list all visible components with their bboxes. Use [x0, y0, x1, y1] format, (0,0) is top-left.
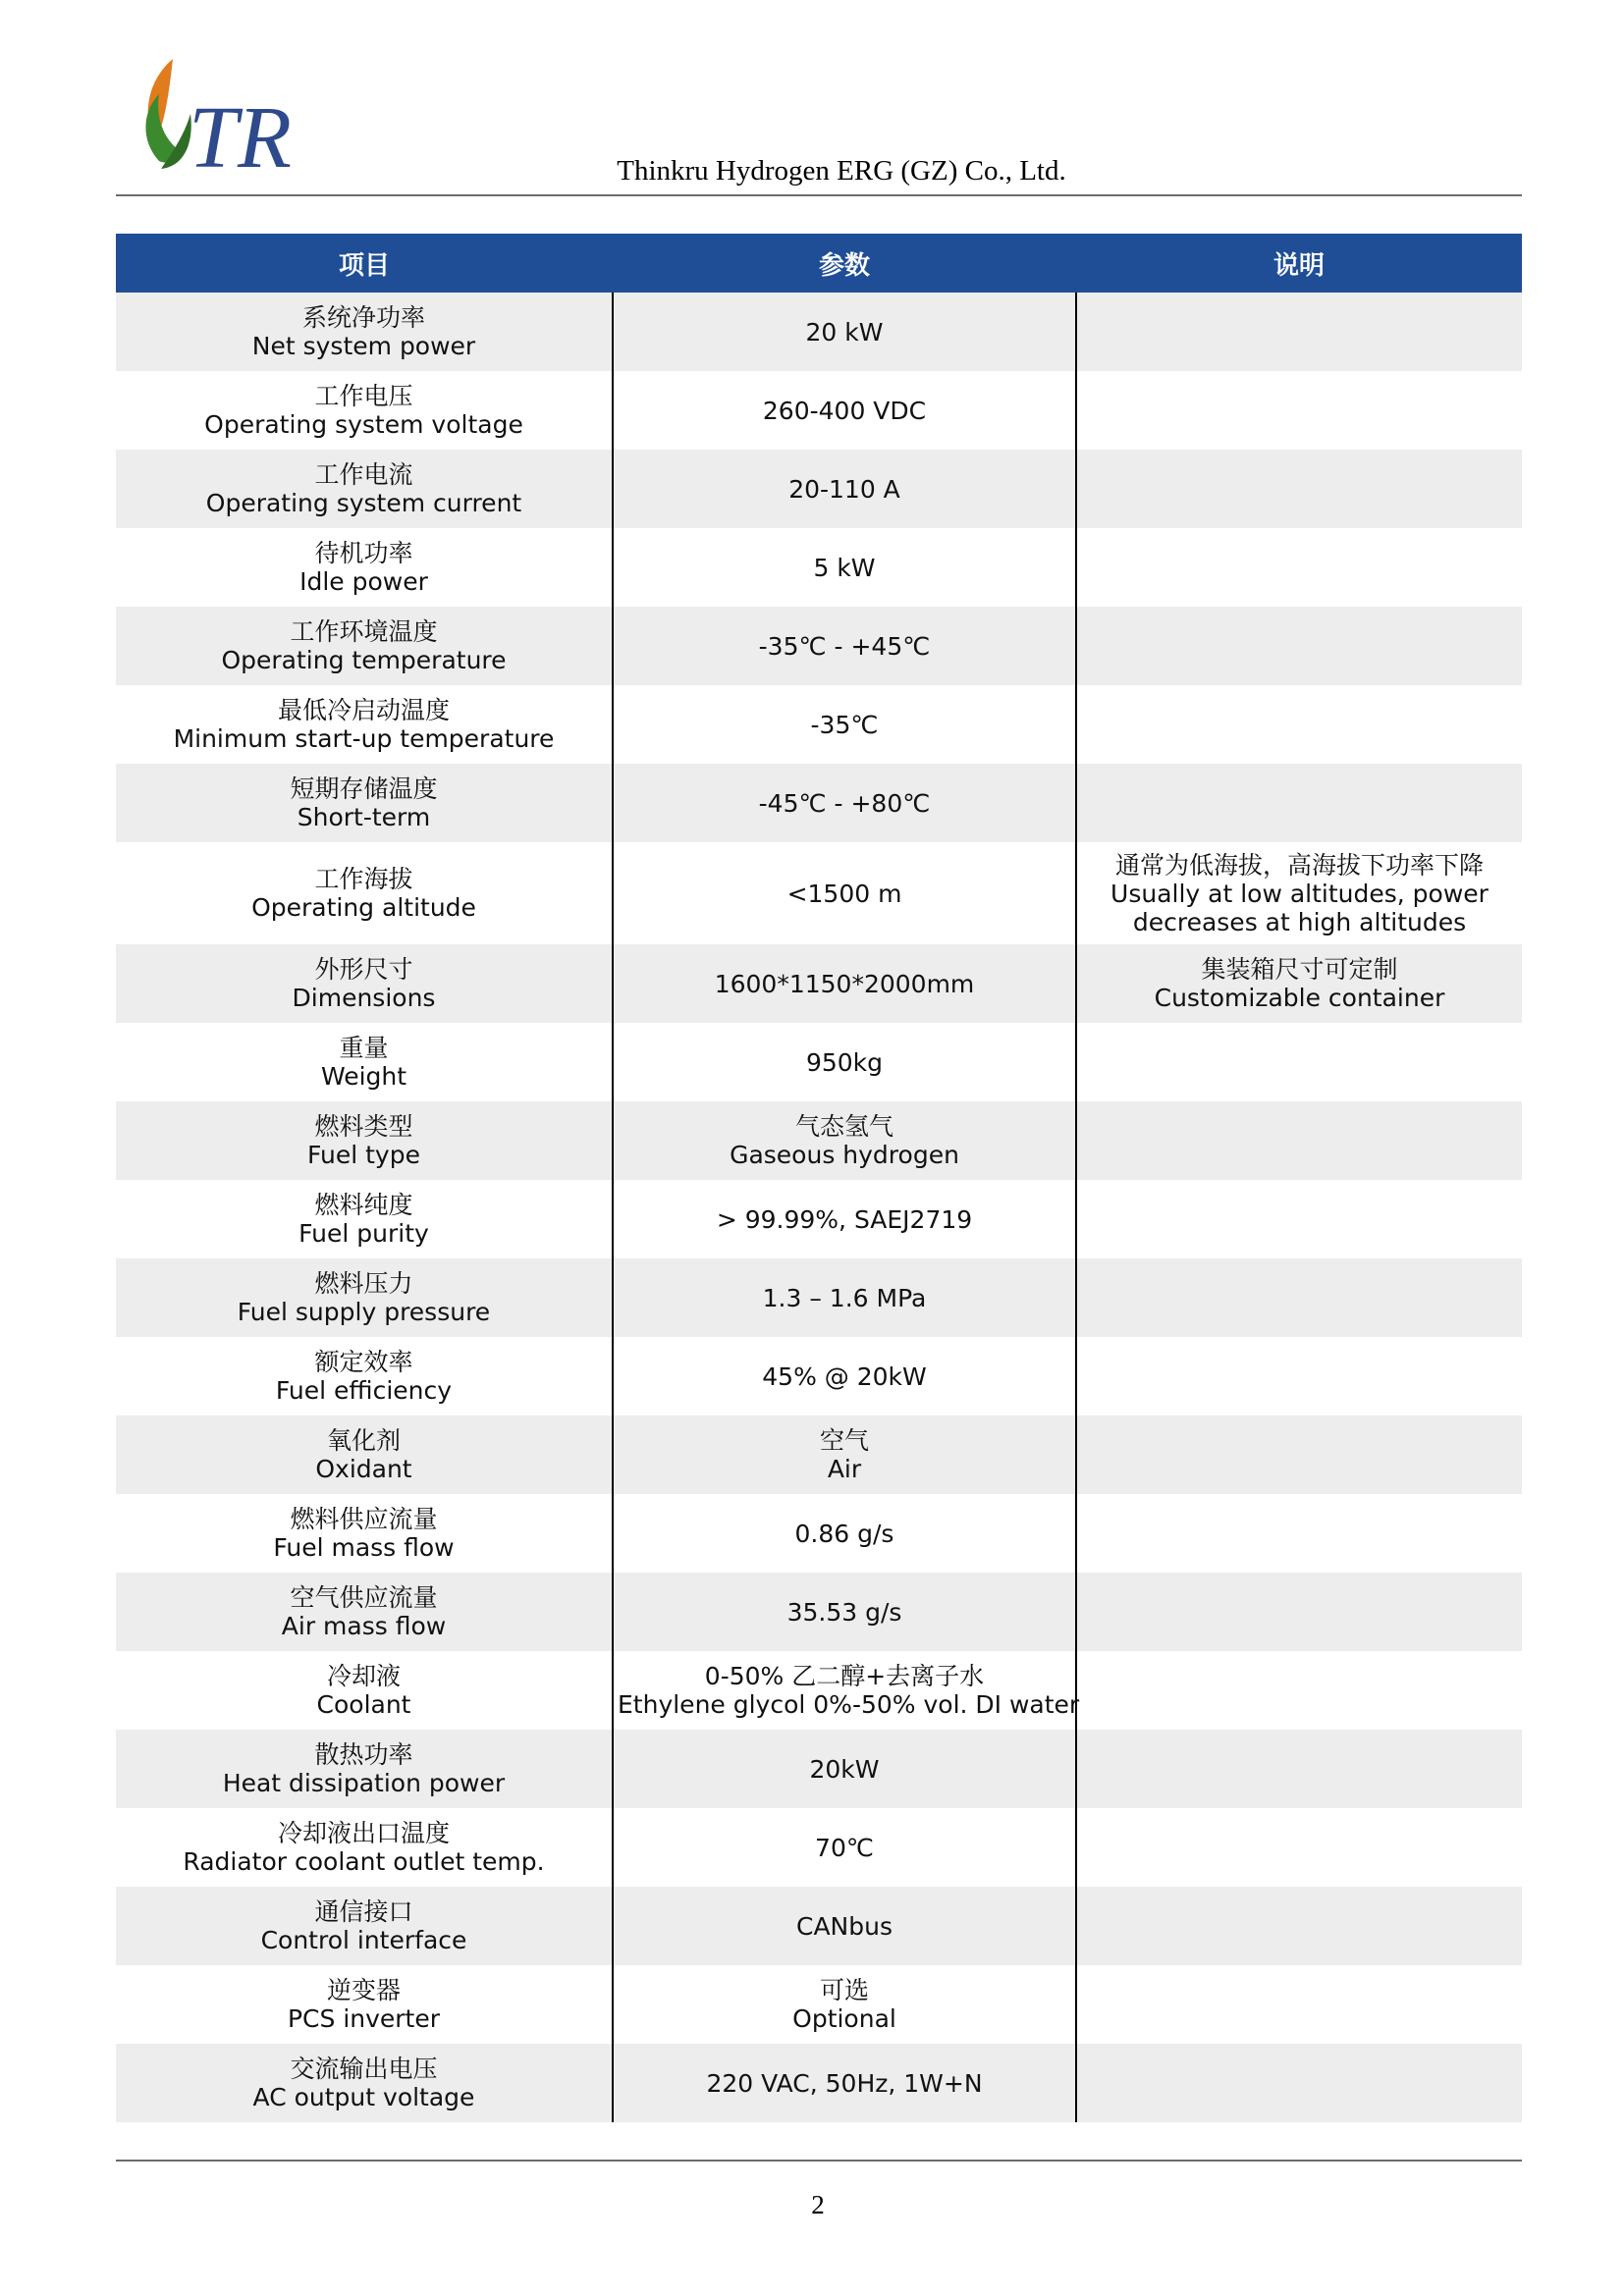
footer-divider: [116, 2160, 1522, 2162]
item-cell: [116, 685, 613, 764]
table-row: [116, 1730, 1522, 1808]
note-cell: [1076, 1101, 1522, 1180]
table-row: [116, 450, 1522, 528]
parameter-cell: [613, 1258, 1076, 1337]
item-label-en: Fuel purity: [298, 1219, 429, 1248]
item-label-cn: 通信接口: [314, 1897, 413, 1926]
note-cell: [1076, 764, 1522, 842]
item-label-cn: 燃料纯度: [314, 1191, 413, 1219]
item-cell: [116, 842, 613, 944]
parameter-value-en: Ethylene glycol 0%-50% vol. DI water: [618, 1690, 1080, 1719]
item-label-cn: 燃料供应流量: [290, 1505, 438, 1533]
parameter-value-en: Air: [827, 1455, 862, 1483]
parameter-value: 0-50% 乙二醇+去离子水: [704, 1662, 985, 1690]
table-row: [116, 1023, 1522, 1101]
parameter-value: 1600*1150*2000mm: [714, 969, 975, 998]
table-row: [116, 764, 1522, 842]
item-cell: [116, 371, 613, 450]
parameter-cell: [613, 842, 1076, 944]
item-label-en: Idle power: [299, 567, 428, 596]
item-label-cn: 待机功率: [314, 539, 413, 567]
item-label-en: PCS inverter: [287, 2004, 441, 2033]
note-en: Usually at low altitudes, power decreases at high altitudes: [1110, 879, 1489, 936]
item-label-en: Short-term: [297, 803, 431, 831]
parameter-cell: [613, 1494, 1076, 1573]
item-label-cn: 重量: [339, 1034, 389, 1062]
parameter-value: CANbus: [796, 1911, 893, 1941]
parameter-cell: [613, 1808, 1076, 1887]
item-label-cn: 短期存储温度: [290, 774, 438, 803]
item-label-cn: 燃料压力: [314, 1269, 413, 1298]
item-label-cn: 氧化剂: [326, 1426, 401, 1455]
table-body: [116, 293, 1522, 2122]
item-label-cn: 燃料类型: [314, 1112, 413, 1141]
item-cell: [116, 1730, 613, 1808]
item-label-en: Air mass flow: [281, 1612, 447, 1640]
parameter-cell: [613, 2044, 1076, 2122]
item-cell: [116, 1494, 613, 1573]
parameter-cell: [613, 1965, 1076, 2044]
item-label-en: Coolant: [316, 1690, 411, 1719]
note-cell: [1076, 450, 1522, 528]
item-cell: [116, 1258, 613, 1337]
table-row: [116, 1101, 1522, 1180]
table-row: [116, 528, 1522, 607]
item-label-en: Fuel efficiency: [275, 1376, 453, 1405]
header-parameter: 参数: [613, 234, 1076, 293]
table-row: [116, 293, 1522, 371]
item-label-cn: 冷却液: [326, 1662, 401, 1690]
item-label-en: Heat dissipation power: [222, 1769, 506, 1797]
table-row: [116, 1494, 1522, 1573]
note-cell: [1076, 1965, 1522, 2044]
note-cell: [1076, 842, 1522, 944]
parameter-value: 220 VAC, 50Hz, 1W+N: [706, 2068, 983, 2098]
parameter-value: 45% @ 20kW: [762, 1362, 927, 1391]
parameter-value: 1.3 – 1.6 MPa: [762, 1283, 927, 1312]
parameter-value: -45℃ - +80℃: [758, 788, 931, 818]
item-cell: [116, 450, 613, 528]
parameter-cell: [613, 528, 1076, 607]
item-label-en: Fuel type: [307, 1141, 420, 1169]
parameter-value-en: Gaseous hydrogen: [730, 1141, 959, 1169]
item-cell: [116, 1808, 613, 1887]
parameter-value: 空气: [819, 1426, 869, 1455]
note-cell: [1076, 2044, 1522, 2122]
item-label-en: Oxidant: [315, 1455, 412, 1483]
parameter-cell: [613, 371, 1076, 450]
parameter-value: 20 kW: [805, 317, 884, 347]
table-row: [116, 685, 1522, 764]
item-label-en: Dimensions: [292, 984, 436, 1012]
table-row: [116, 607, 1522, 685]
item-label-cn: 工作环境温度: [290, 617, 438, 646]
note-cell: [1076, 1258, 1522, 1337]
item-label-cn: 工作电压: [314, 382, 413, 410]
logo-text: TR: [189, 89, 293, 187]
table-row: [116, 1651, 1522, 1730]
note-cell: [1076, 1651, 1522, 1730]
item-label-en: Operating system current: [205, 489, 522, 517]
note-cell: [1076, 1337, 1522, 1415]
parameter-cell: [613, 1337, 1076, 1415]
item-label-cn: 工作海拔: [314, 865, 413, 893]
parameter-cell: [613, 293, 1076, 371]
note-cell: [1076, 944, 1522, 1023]
item-cell: [116, 1887, 613, 1965]
header-item: 项目: [116, 234, 613, 293]
item-cell: [116, 1180, 613, 1258]
parameter-cell: [613, 1573, 1076, 1651]
item-label-cn: 额定效率: [314, 1348, 413, 1376]
note-cn: 通常为低海拔，高海拔下功率下降: [1114, 850, 1484, 880]
parameter-cell: [613, 607, 1076, 685]
item-cell: [116, 1415, 613, 1494]
item-label-en: Operating altitude: [251, 893, 476, 922]
item-label-cn: 工作电流: [314, 460, 413, 489]
page-number: 2: [811, 2190, 825, 2219]
table-row: [116, 1415, 1522, 1494]
table-row: [116, 1180, 1522, 1258]
table-row: [116, 1887, 1522, 1965]
parameter-cell: [613, 1023, 1076, 1101]
header-notes: 说明: [1076, 234, 1522, 293]
table-row: [116, 842, 1522, 944]
item-label-cn: 系统净功率: [301, 303, 425, 332]
parameter-value: 20-110 A: [788, 474, 900, 504]
item-cell: [116, 1023, 613, 1101]
item-label-en: Control interface: [260, 1926, 467, 1954]
item-cell: [116, 1651, 613, 1730]
item-cell: [116, 293, 613, 371]
item-label-en: Fuel mass flow: [273, 1533, 455, 1562]
note-cell: [1076, 607, 1522, 685]
parameter-cell: [613, 1651, 1080, 1730]
parameter-value: > 99.99%, SAEJ2719: [716, 1204, 973, 1234]
table-row: [116, 1337, 1522, 1415]
item-cell: [116, 1965, 613, 2044]
parameter-value: -35℃: [810, 710, 879, 739]
item-cell: [116, 607, 613, 685]
table-row: [116, 944, 1522, 1023]
table-row: [116, 371, 1522, 450]
parameter-value: <1500 m: [786, 879, 902, 908]
item-label-cn: 冷却液出口温度: [277, 1819, 450, 1847]
parameter-value: 0.86 g/s: [794, 1519, 894, 1548]
parameter-cell: [613, 450, 1076, 528]
parameter-cell: [613, 1180, 1076, 1258]
item-label-en: AC output voltage: [252, 2083, 475, 2111]
parameter-cell: [613, 1730, 1076, 1808]
item-label-cn: 交流输出电压: [290, 2055, 438, 2083]
item-cell: [116, 1573, 613, 1651]
item-label-cn: 空气供应流量: [290, 1583, 438, 1612]
parameter-value: 5 kW: [813, 553, 876, 582]
header-divider: [116, 194, 1522, 196]
note-en: Customizable container: [1154, 984, 1445, 1012]
parameter-cell: [613, 944, 1076, 1023]
note-cell: [1076, 371, 1522, 450]
item-label-en: Net system power: [251, 332, 476, 360]
item-cell: [116, 944, 613, 1023]
item-label-en: Fuel supply pressure: [237, 1298, 491, 1326]
table-header-row: [116, 234, 1522, 293]
parameter-value: 20kW: [809, 1754, 880, 1784]
parameter-cell: [613, 1415, 1076, 1494]
note-cell: [1076, 1730, 1522, 1808]
parameter-value: 950kg: [805, 1047, 884, 1077]
item-label-en: Weight: [320, 1062, 407, 1091]
item-cell: [116, 1101, 613, 1180]
note-cell: [1076, 528, 1522, 607]
item-cell: [116, 2044, 613, 2122]
parameter-cell: [613, 764, 1076, 842]
table-row: [116, 1573, 1522, 1651]
table-row: [116, 1808, 1522, 1887]
parameter-cell: [613, 1101, 1076, 1180]
parameter-value: 气态氢气: [794, 1112, 893, 1141]
note-cell: [1076, 1494, 1522, 1573]
parameter-cell: [613, 685, 1076, 764]
item-cell: [116, 1337, 613, 1415]
note-cell: [1076, 1180, 1522, 1258]
item-label-en: Minimum start-up temperature: [173, 724, 555, 753]
item-label-cn: 外形尺寸: [314, 955, 413, 984]
item-label-cn: 散热功率: [314, 1740, 413, 1769]
parameter-value: 可选: [819, 1976, 869, 2004]
note-cn: 集装箱尺寸可定制: [1201, 955, 1398, 984]
item-label-en: Radiator coolant outlet temp.: [183, 1847, 545, 1876]
table-row: [116, 1258, 1522, 1337]
item-cell: [116, 528, 613, 607]
note-cell: [1076, 1573, 1522, 1651]
item-label-cn: 最低冷启动温度: [277, 696, 450, 724]
note-cell: [1076, 1023, 1522, 1101]
parameter-value: 260-400 VDC: [762, 396, 927, 425]
parameter-value: 70℃: [815, 1833, 874, 1862]
company-name: Thinkru Hydrogen ERG (GZ) Co., Ltd.: [617, 155, 1066, 187]
note-cell: [1076, 1887, 1522, 1965]
parameter-value-en: Optional: [792, 2004, 896, 2033]
table-row: [116, 2044, 1522, 2122]
item-label-en: Operating system voltage: [204, 410, 523, 439]
note-cell: [1076, 685, 1522, 764]
table-row: [116, 1965, 1522, 2044]
item-label-cn: 逆变器: [326, 1976, 401, 2004]
item-label-en: Operating temperature: [221, 646, 507, 674]
note-cell: [1076, 293, 1522, 371]
item-cell: [116, 764, 613, 842]
note-cell: [1076, 1415, 1522, 1494]
parameter-value: 35.53 g/s: [786, 1597, 902, 1627]
note-cell: [1076, 1808, 1522, 1887]
spec-table: [116, 234, 1522, 2122]
parameter-cell: [613, 1887, 1076, 1965]
parameter-value: -35℃ - +45℃: [758, 631, 931, 661]
